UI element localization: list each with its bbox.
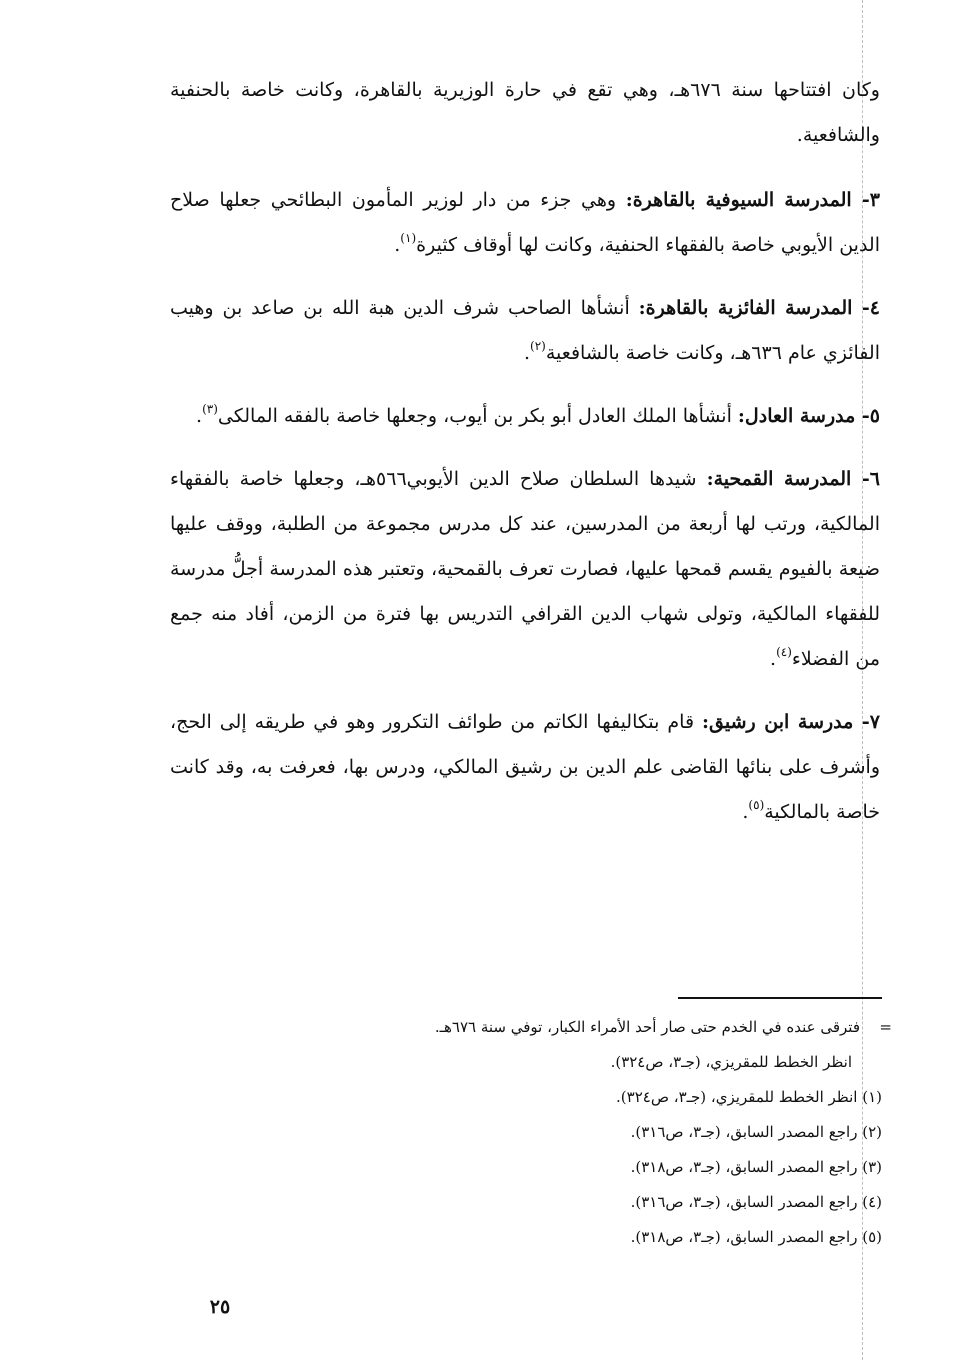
footnote-ref[interactable]: (٣) — [202, 402, 218, 416]
paragraph-heading: ٤- المدرسة الفائزية بالقاهرة: — [638, 297, 880, 319]
paragraph-heading: ٥- مدرسة العادل: — [737, 405, 880, 427]
footnotes — [300, 1010, 892, 1255]
footnote-separator — [678, 997, 882, 999]
paragraph-madrasa-qamhiya — [170, 457, 880, 682]
paragraph-madrasa-faiziya — [170, 286, 880, 376]
paragraph-heading: ٣- المدرسة السيوفية بالقاهرة: — [625, 189, 880, 211]
footnote-ref[interactable]: (٢) — [530, 339, 546, 353]
footnote-continuation-source: انظر الخطط للمقريزي، (جـ٣، ص٣٢٤). — [610, 1053, 852, 1071]
page-number: ٢٥ — [209, 1296, 231, 1318]
paragraph-text: قام بتكاليفها الكاتم من طوائف التكرور وهو في طريقه إلى الحج، وأشرف على بنائها القاضى علم الدين بن رشيق المالكي، ودرس بها، فعرفت به، وقد كانت خاصة بالمالكية — [170, 711, 880, 823]
paragraph-end: . — [196, 405, 203, 427]
footnote-4: (٤) راجع المصدر السابق، (جـ٣، ص٣١٦). — [630, 1193, 882, 1211]
paragraph-intro — [170, 68, 880, 158]
footnote-ref[interactable]: (٤) — [776, 645, 792, 659]
paragraph-madrasa-siyufiya — [170, 178, 880, 268]
paragraph-text: شيدها السلطان صلاح الدين الأيوبي٥٦٦هـ، وجعلها خاصة بالفقهاء المالكية، ورتب لها أربعة من المدرسين، عند كل مدرس مجموعة من الطلبة، ووقف عليها ضيعة بالفيوم يقسم قمحها عليها، فصارت تعرف بالقمحية، وتعتبر هذه المدرسة أجلُّ مدرسة للفقهاء المالكية، وتولى شهاب الدين القرافي التدريس بها فترة من الزمن، أفاد منه جمع من الفضلاء — [170, 468, 880, 670]
paragraph-end: . — [742, 801, 749, 823]
footnote-continuation — [300, 1010, 892, 1045]
main-text — [170, 68, 880, 853]
footnote-ref[interactable]: (٥) — [748, 798, 765, 812]
footnote-2: (٢) راجع المصدر السابق، (جـ٣، ص٣١٦). — [630, 1123, 882, 1141]
paragraph-text: وهي جزء من دار لوزير المأمون البطائحي جعلها صلاح الدين الأيوبي خاصة بالفقهاء الحنفية، وكانت لها أوقاف كثيرة — [170, 189, 880, 256]
paragraph-text: أنشأها الصاحب شرف الدين هبة الله بن صاعد بن وهيب الفائزي عام ٦٣٦هـ، وكانت خاصة بالشافعية — [170, 297, 880, 364]
paragraph-end: . — [770, 648, 777, 670]
continuation-mark: = — [879, 1018, 892, 1036]
footnote-1: (١) انظر الخطط للمقريزي، (جـ٣، ص٣٢٤). — [616, 1088, 882, 1106]
footnote-continuation-text: فترقى عنده في الخدم حتى صار أحد الأمراء الكبار، توفي سنة ٦٧٦هـ. — [434, 1018, 860, 1036]
footnote-5: (٥) راجع المصدر السابق، (جـ٣، ص٣١٨). — [630, 1228, 882, 1246]
paragraph-text: أنشأها الملك العادل أبو بكر بن أيوب، وجعلها خاصة بالفقه المالكى — [217, 405, 738, 427]
paragraph-end: . — [523, 342, 531, 364]
paragraph-madrasa-adil — [170, 394, 880, 439]
paragraph-heading: ٧- مدرسة ابن رشيق: — [702, 711, 880, 733]
footnote-ref[interactable]: (١) — [400, 231, 417, 245]
paragraph-madrasa-ibn-rashiq — [170, 700, 880, 835]
footnote-3: (٣) راجع المصدر السابق، (جـ٣، ص٣١٨). — [630, 1158, 882, 1176]
paragraph-end: . — [394, 234, 401, 256]
paragraph-text: وكان افتتاحها سنة ٦٧٦هـ، وهي تقع في حارة الوزيرية بالقاهرة، وكانت خاصة بالحنفية والشافعية. — [170, 79, 880, 146]
paragraph-heading: ٦- المدرسة القمحية: — [706, 468, 880, 490]
